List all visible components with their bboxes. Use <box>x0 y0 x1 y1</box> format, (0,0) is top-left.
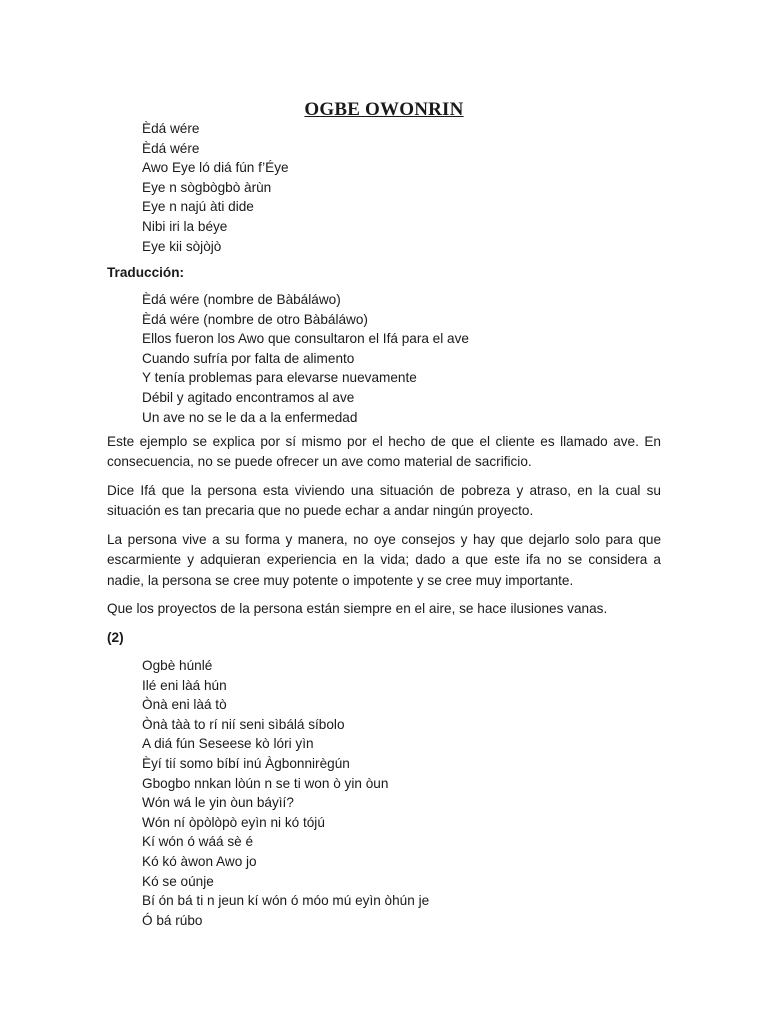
verse-line: Ònà eni làá tò <box>142 697 227 713</box>
verse-line: Kó se oúnje <box>142 873 214 889</box>
body-paragraph: Que los proyectos de la persona están siempre en el aire, se hace ilusiones vanas. <box>107 601 608 616</box>
translation-line: Èdá wére (nombre de Bàbáláwo) <box>142 292 341 307</box>
verse-line: Eye n sògbògbò àrùn <box>142 179 272 195</box>
translation-line: Èdá wére (nombre de otro Bàbáláwo) <box>142 311 368 327</box>
verse-line: Eye n najú àti dide <box>142 199 254 215</box>
verse-line: Ònà tàà to rí nií seni sìbálá síbolo <box>142 716 345 732</box>
verse-line: Èdá wére <box>142 140 200 156</box>
body-paragraph: Este ejemplo se explica por sí mismo por el hecho de que el cliente es llamado ave. En consecuencia, no se puede ofrecer un ave como material de sacrificio. <box>107 434 661 470</box>
translation-line: Y tenía problemas para elevarse nuevamente <box>142 370 417 386</box>
translation-verse <box>142 290 469 427</box>
verse-line: Kí wón ó wáá sè é <box>142 834 254 850</box>
verse-line: Ó bá rúbo <box>142 912 203 928</box>
verse-line: Bí ón bá ti n jeun kí wón ó móo mú eyìn òhún je <box>142 893 430 909</box>
verse-line: Wón wá le yin òun báyìí? <box>142 795 294 811</box>
body-paragraph: Dice Ifá que la persona esta viviendo una situación de pobreza y atraso, en la cual su situación es tan precaria que no puede echar a andar ningún proyecto. <box>107 483 661 519</box>
verse-line: Awo Eye ló diá fún f’Éye <box>142 160 289 176</box>
translation-line: Cuando sufría por falta de alimento <box>142 350 355 366</box>
verse-line: Kó kó àwon Awo jo <box>142 853 257 869</box>
section-two-heading: (2) <box>107 630 124 645</box>
verse-line: Ogbè húnlé <box>142 658 213 673</box>
translation-heading: Traducción: <box>107 265 185 280</box>
verse-line: Wón ní òpòlòpò eyìn ni kó tójú <box>142 814 325 830</box>
verse-line: A diá fún Seseese kò lóri yìn <box>142 736 314 752</box>
translation-line: Ellos fueron los Awo que consultaron el Ifá para el ave <box>142 331 469 347</box>
verse-line: Ilé eni làá hún <box>142 677 227 693</box>
document-title: OGBE OWONRIN <box>304 99 464 120</box>
translation-line: Un ave no se le da a la enfermedad <box>142 409 358 425</box>
body-paragraph: La persona vive a su forma y manera, no oye consejos y hay que dejarlo solo para que escarmiente y adquieran experiencia en la vida; dado a que este ifa no se considera a nadie, la persona se cree muy potente o impotente y se cree muy importante. <box>107 532 661 588</box>
yoruba-verse <box>142 119 289 256</box>
verse-line: Gbogbo nnkan lòún n se ti won ò yin òun <box>142 775 389 791</box>
verse-line: Eye kii sòjòjò <box>142 238 222 254</box>
verse-line: Èdá wére <box>142 121 200 136</box>
verse-line: Èyí tií somo bíbí inú Àgbonnirègún <box>142 755 350 771</box>
second-verse <box>142 656 429 930</box>
translation-line: Débil y agitado encontramos al ave <box>142 389 355 405</box>
verse-line: Nibi iri la béye <box>142 218 228 234</box>
